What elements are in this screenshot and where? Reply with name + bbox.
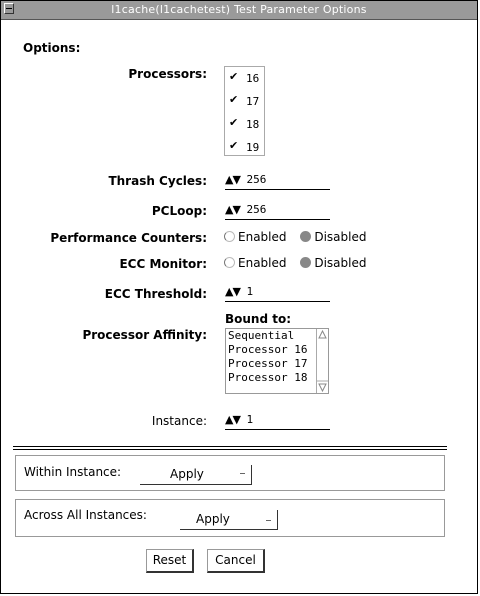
- apply-label: Apply: [196, 512, 230, 526]
- scrollbar-arrows-icon[interactable]: [317, 329, 328, 393]
- reset-button[interactable]: Reset: [146, 549, 194, 573]
- thrash-cycles-field[interactable]: [225, 173, 330, 190]
- checkbox-check-icon[interactable]: [229, 142, 240, 153]
- thrash-cycles-value[interactable]: 256: [246, 173, 267, 186]
- processor-label: 19: [246, 141, 260, 154]
- performance-counters-radio-group: [224, 230, 376, 244]
- thrash-cycles-label: Thrash Cycles:: [108, 174, 207, 188]
- menu-indicator-icon: [240, 473, 245, 474]
- performance-counters-label: Performance Counters:: [50, 231, 207, 245]
- within-instance-apply-button[interactable]: [140, 465, 252, 485]
- list-item[interactable]: Processor 16: [228, 343, 308, 356]
- ecc-threshold-label: ECC Threshold:: [104, 287, 207, 301]
- radio-off-icon[interactable]: [224, 231, 235, 242]
- options-heading: Options:: [23, 41, 81, 55]
- instance-label: Instance:: [151, 414, 207, 428]
- processor-checkbox-19[interactable]: [229, 140, 259, 156]
- instance-field[interactable]: [225, 413, 330, 430]
- ecc-monitor-label: ECC Monitor:: [119, 257, 207, 271]
- ecc-monitor-radio-group: [224, 256, 376, 270]
- bound-to-label: Bound to:: [225, 312, 292, 326]
- ecc-monitor-disabled-radio[interactable]: [300, 256, 366, 270]
- within-instance-label: Within Instance:: [24, 465, 122, 479]
- performance-counters-disabled-radio[interactable]: [300, 230, 366, 244]
- radio-label: Disabled: [314, 230, 367, 244]
- checkbox-check-icon[interactable]: [229, 119, 240, 130]
- processor-label: 17: [246, 95, 260, 108]
- separator: [13, 449, 447, 450]
- ecc-threshold-field[interactable]: [225, 285, 330, 302]
- title-bar[interactable]: [1, 1, 477, 20]
- pcloop-value[interactable]: 256: [246, 203, 267, 216]
- radio-label: Enabled: [238, 256, 287, 270]
- ecc-monitor-enabled-radio[interactable]: [224, 256, 287, 270]
- checkbox-check-icon[interactable]: [229, 73, 240, 84]
- processor-label: 16: [246, 72, 260, 85]
- across-instances-panel: [15, 499, 445, 537]
- list-item[interactable]: Sequential: [228, 329, 295, 342]
- performance-counters-enabled-radio[interactable]: [224, 230, 287, 244]
- radio-on-icon[interactable]: [300, 257, 311, 268]
- radio-label: Disabled: [314, 256, 367, 270]
- radio-on-icon[interactable]: [300, 231, 311, 242]
- cancel-button[interactable]: Cancel: [207, 549, 265, 573]
- radio-label: Enabled: [238, 230, 287, 244]
- instance-value[interactable]: 1: [246, 413, 254, 426]
- spin-arrows-icon[interactable]: ▲▼: [225, 413, 240, 426]
- processor-affinity-list[interactable]: [225, 328, 329, 394]
- processor-affinity-label: Processor Affinity:: [82, 328, 207, 342]
- menu-indicator-icon: [266, 520, 271, 521]
- list-item[interactable]: Processor 18: [228, 371, 308, 384]
- across-instances-label: Across All Instances:: [24, 508, 147, 522]
- spin-arrows-icon[interactable]: ▲▼: [225, 173, 240, 186]
- apply-label: Apply: [170, 467, 204, 481]
- processors-label: Processors:: [128, 67, 207, 81]
- list-scrollbar[interactable]: [316, 329, 328, 393]
- pcloop-field[interactable]: [225, 203, 330, 220]
- processor-checkbox-16[interactable]: [229, 71, 259, 87]
- ecc-threshold-value[interactable]: 1: [246, 285, 254, 298]
- across-instances-apply-button[interactable]: [180, 510, 278, 530]
- processor-checkbox-18[interactable]: [229, 117, 259, 133]
- list-item[interactable]: Processor 17: [228, 357, 308, 370]
- pcloop-label: PCLoop:: [151, 204, 207, 218]
- spin-arrows-icon[interactable]: ▲▼: [225, 285, 240, 298]
- radio-off-icon[interactable]: [224, 257, 235, 268]
- processor-checkbox-17[interactable]: [229, 94, 259, 110]
- processor-label: 18: [246, 118, 260, 131]
- window-title: l1cache(l1cachetest) Test Parameter Options: [111, 3, 367, 16]
- separator: [13, 446, 447, 447]
- within-instance-panel: [15, 455, 445, 491]
- spin-arrows-icon[interactable]: ▲▼: [225, 203, 240, 216]
- checkbox-check-icon[interactable]: [229, 96, 240, 107]
